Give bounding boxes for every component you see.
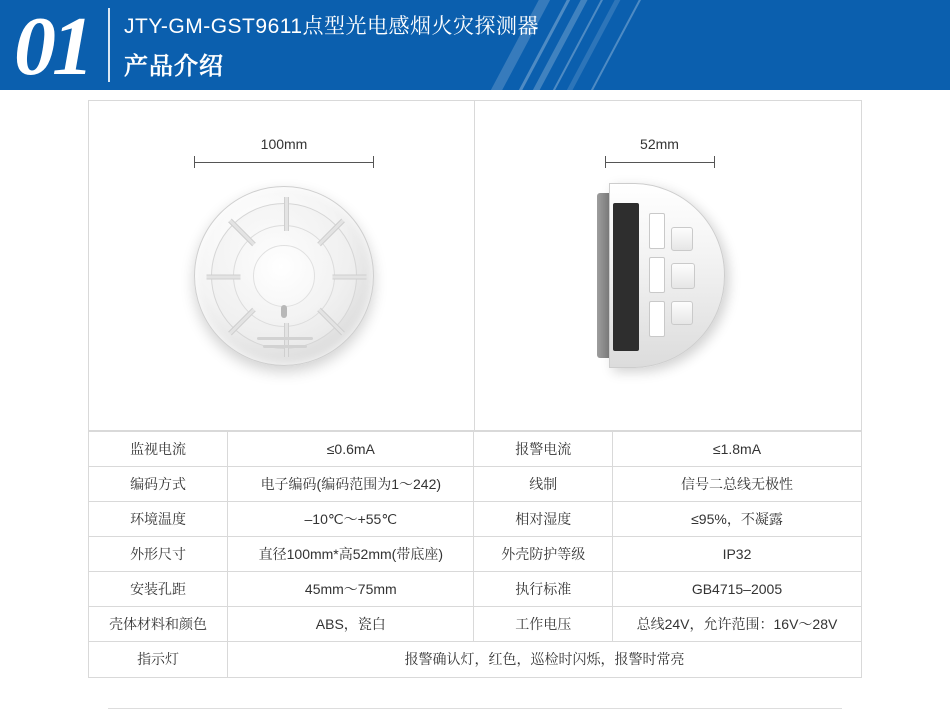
- table-row: [89, 642, 861, 677]
- product-card: [88, 100, 862, 678]
- page-header: [0, 0, 950, 90]
- spec-value: –10℃～+55℃: [228, 502, 474, 537]
- side-view-cell: [475, 101, 862, 431]
- page-subtitle: 产品介绍: [124, 53, 224, 80]
- spec-label: 外形尺寸: [89, 537, 228, 572]
- table-row: [89, 432, 861, 467]
- footer-divider: [108, 708, 842, 709]
- spec-value: 总线24V，允许范围：16V～28V: [612, 607, 861, 642]
- spec-value: ABS，瓷白: [228, 607, 474, 642]
- spec-label: 壳体材料和颜色: [89, 607, 228, 642]
- side-dimension-label: 52mm: [640, 136, 679, 152]
- spec-label: 报警电流: [474, 432, 612, 467]
- spec-label: 指示灯: [89, 642, 228, 677]
- spec-value: 45mm～75mm: [228, 572, 474, 607]
- spec-label: 编码方式: [89, 467, 228, 502]
- spec-label: 相对湿度: [474, 502, 612, 537]
- spec-value: ≤0.6mA: [228, 432, 474, 467]
- table-row: [89, 467, 861, 502]
- spec-label: 工作电压: [474, 607, 612, 642]
- spec-label: 外壳防护等级: [474, 537, 612, 572]
- spec-value: IP32: [612, 537, 861, 572]
- table-row: [89, 572, 861, 607]
- spec-value: ≤1.8mA: [612, 432, 861, 467]
- front-dimension: [194, 136, 374, 168]
- front-dimension-label: 100mm: [260, 136, 308, 152]
- spec-value: GB4715–2005: [612, 572, 861, 607]
- spec-value: 报警确认灯，红色，巡检时闪烁，报警时常亮: [228, 642, 861, 677]
- spec-label: 执行标准: [474, 572, 612, 607]
- smoke-detector-front-icon: [194, 186, 374, 366]
- header-divider: [108, 8, 110, 82]
- front-dimension-bar: [194, 156, 374, 168]
- spec-label: 环境温度: [89, 502, 228, 537]
- front-view-cell: [89, 101, 475, 431]
- specs-table: [89, 431, 861, 677]
- spec-value: ≤95%，不凝露: [612, 502, 861, 537]
- spec-label: 安装孔距: [89, 572, 228, 607]
- page-title: JTY-GM-GST9611点型光电感烟火灾探测器: [124, 15, 540, 38]
- section-number: 01: [14, 0, 90, 90]
- header-stripe-decor: [575, 0, 661, 90]
- spec-value: 电子编码(编码范围为1～242): [228, 467, 474, 502]
- spec-value: 直径100mm*高52mm(带底座): [228, 537, 474, 572]
- spec-value: 信号二总线无极性: [612, 467, 861, 502]
- table-row: [89, 537, 861, 572]
- spec-label: 线制: [474, 467, 612, 502]
- spec-label: 监视电流: [89, 432, 228, 467]
- side-dimension-bar: [605, 156, 715, 168]
- smoke-detector-side-icon: [597, 183, 725, 368]
- side-dimension: [605, 136, 715, 168]
- table-row: [89, 607, 861, 642]
- table-row: [89, 502, 861, 537]
- product-images: [89, 101, 861, 431]
- header-stripe-decor: [551, 0, 640, 90]
